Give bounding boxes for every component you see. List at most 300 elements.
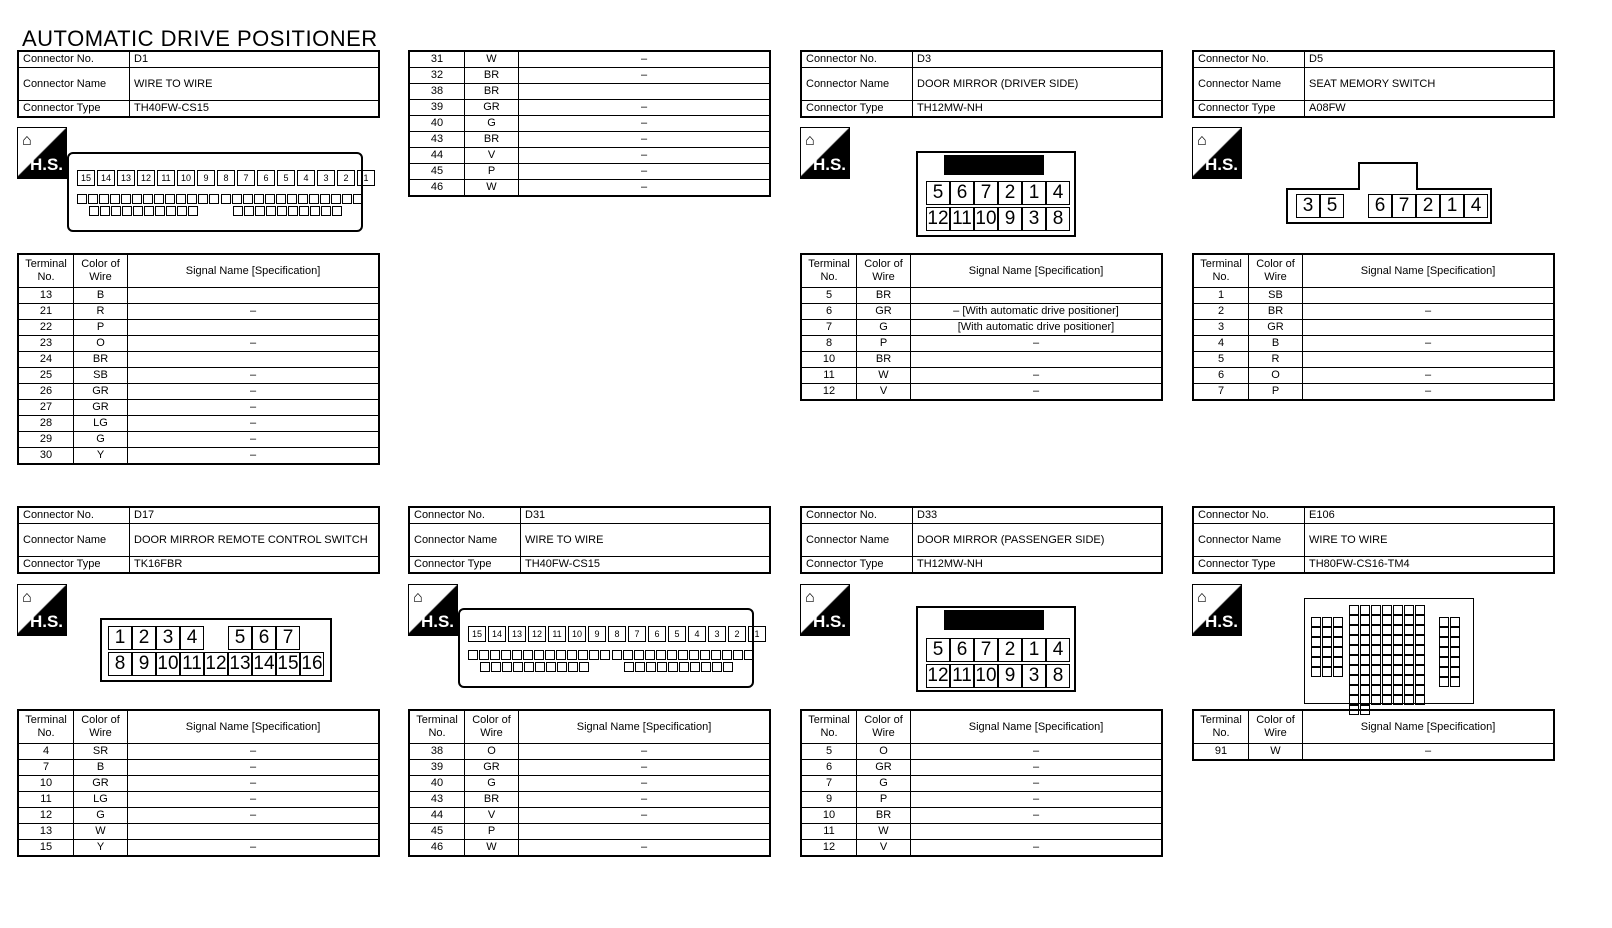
wire-color: O — [465, 744, 519, 760]
connector-cavity — [298, 194, 308, 204]
table-row — [409, 180, 770, 197]
terminal-no: 27 — [18, 400, 74, 416]
col-signal: Signal Name [Specification] — [128, 254, 380, 288]
connector-face-d5 — [1286, 188, 1492, 224]
signal-name: – — [519, 744, 771, 760]
connector-pin: 8 — [217, 170, 235, 186]
connector-pin: 6 — [252, 626, 276, 650]
connector-cavity — [1393, 635, 1403, 645]
signal-name: – — [128, 368, 380, 384]
connector-pin: 10 — [975, 208, 997, 229]
label-connector-type: Connector Type — [1193, 557, 1305, 574]
label-connector-no: Connector No. — [18, 507, 130, 524]
connector-cavity — [1415, 625, 1425, 635]
connector-cavity — [1415, 665, 1425, 675]
wire-color: BR — [1249, 304, 1303, 320]
label-connector-type: Connector Type — [1193, 101, 1305, 118]
terminal-no: 15 — [18, 840, 74, 857]
wire-color: G — [465, 116, 519, 132]
wire-color: P — [74, 320, 128, 336]
signal-name: – — [519, 760, 771, 776]
col-terminal: Terminal No. — [18, 254, 74, 288]
wire-color: GR — [857, 304, 911, 320]
signal-name: – — [519, 132, 771, 148]
wire-color: LG — [74, 792, 128, 808]
connector-cavity — [1450, 647, 1460, 657]
terminal-no: 12 — [18, 808, 74, 824]
table-row — [18, 792, 379, 808]
table-row — [18, 384, 379, 400]
signal-name — [128, 824, 380, 840]
table-row — [18, 808, 379, 824]
connector-name: SEAT MEMORY SWITCH — [1305, 68, 1555, 101]
connector-cavity — [1415, 645, 1425, 655]
connector-cavity — [523, 650, 533, 660]
connector-type: TK16FBR — [130, 557, 380, 574]
connector-cavity — [656, 650, 666, 660]
connector-cavity — [1333, 647, 1343, 657]
wire-color: BR — [857, 288, 911, 304]
connector-pin: 6 — [1368, 194, 1392, 218]
connector-pin: 1 — [748, 626, 766, 642]
wire-color: O — [74, 336, 128, 352]
connector-cavity — [232, 194, 242, 204]
signal-name: – — [128, 744, 380, 760]
connector-pin: 2 — [728, 626, 746, 642]
connector-pin: 12 — [137, 170, 155, 186]
connector-cavity — [154, 194, 164, 204]
table-row — [801, 776, 1162, 792]
connector-cavity — [1311, 617, 1321, 627]
connector-cavity — [1393, 695, 1403, 705]
terminal-no: 44 — [409, 148, 465, 164]
connector-pin: 3 — [1022, 207, 1046, 231]
connector-cavity — [88, 194, 98, 204]
connector-cavity — [723, 662, 733, 672]
connector-cavity — [700, 650, 710, 660]
wire-color: Y — [74, 448, 128, 465]
connector-d31 — [408, 506, 771, 574]
terminal-no: 11 — [801, 824, 857, 840]
connector-type: TH40FW-CS15 — [130, 101, 380, 118]
table-row — [409, 116, 770, 132]
connector-cavity — [1382, 665, 1392, 675]
terminal-table-d1-continued — [408, 50, 771, 197]
connector-cavity — [320, 194, 330, 204]
connector-cavity — [1404, 625, 1414, 635]
connector-pin: 13 — [117, 170, 135, 186]
wire-color: BR — [465, 68, 519, 84]
connector-cavity — [1393, 675, 1403, 685]
connector-cavity — [1371, 675, 1381, 685]
terminal-no: 25 — [18, 368, 74, 384]
connector-cavity — [468, 650, 478, 660]
label-connector-type: Connector Type — [18, 101, 130, 118]
table-row — [18, 448, 379, 465]
connector-pin: 4 — [297, 170, 315, 186]
connector-face-d17 — [100, 618, 332, 682]
terminal-no: 10 — [801, 808, 857, 824]
connector-cavity — [1371, 615, 1381, 625]
wire-color: GR — [465, 760, 519, 776]
connector-cavity — [1393, 655, 1403, 665]
table-row — [409, 148, 770, 164]
connector-cavity — [612, 650, 622, 660]
connector-pin: 9 — [132, 652, 156, 676]
connector-cavity — [1322, 627, 1332, 637]
connector-name: WIRE TO WIRE — [130, 68, 380, 101]
connector-cavity — [1360, 635, 1370, 645]
connector-cavity — [254, 194, 264, 204]
connector-cavity — [1371, 645, 1381, 655]
connector-cavity — [243, 194, 253, 204]
connector-pin: 7 — [974, 638, 998, 662]
terminal-no: 3 — [1193, 320, 1249, 336]
connector-cavity — [479, 650, 489, 660]
terminal-no: 1 — [1193, 288, 1249, 304]
table-row — [801, 304, 1162, 320]
connector-cavity — [353, 194, 363, 204]
table-row — [18, 760, 379, 776]
table-row — [18, 416, 379, 432]
wire-color: W — [74, 824, 128, 840]
connector-pin: 6 — [950, 181, 974, 205]
connector-cavity — [1404, 635, 1414, 645]
wire-color: P — [465, 824, 519, 840]
signal-name: – — [1303, 368, 1555, 384]
terminal-table-d5 — [1192, 253, 1555, 401]
connector-cavity — [1404, 615, 1414, 625]
connector-cavity — [480, 662, 490, 672]
connector-cavity — [1404, 605, 1414, 615]
connector-cavity — [1349, 685, 1359, 695]
connector-cavity — [1382, 695, 1392, 705]
table-row — [18, 824, 379, 840]
connector-d5 — [1192, 50, 1555, 118]
signal-name: – — [1303, 744, 1555, 761]
table-row — [409, 808, 770, 824]
col-terminal: Terminal No. — [18, 710, 74, 744]
connector-pin: 11 — [950, 207, 974, 231]
connector-cavity — [1349, 615, 1359, 625]
table-row — [409, 51, 770, 68]
signal-name: – — [911, 744, 1163, 760]
table-row — [801, 288, 1162, 304]
terminal-no: 10 — [18, 776, 74, 792]
connector-cavity — [144, 206, 154, 216]
connector-cavity — [1439, 667, 1449, 677]
connector-pin: 8 — [1046, 664, 1070, 688]
connector-cavity — [711, 650, 721, 660]
terminal-no: 23 — [18, 336, 74, 352]
label-connector-type: Connector Type — [801, 557, 913, 574]
connector-pin: 1 — [1022, 638, 1046, 662]
terminal-no: 13 — [18, 824, 74, 840]
terminal-no: 28 — [18, 416, 74, 432]
connector-pin: 2 — [998, 181, 1022, 205]
wire-color: BR — [74, 352, 128, 368]
col-signal: Signal Name [Specification] — [1303, 254, 1555, 288]
terminal-no: 7 — [18, 760, 74, 776]
connector-cavity — [143, 194, 153, 204]
terminal-no: 21 — [18, 304, 74, 320]
table-row — [409, 68, 770, 84]
connector-cavity — [1322, 617, 1332, 627]
connector-cavity — [309, 194, 319, 204]
connector-cavity — [331, 194, 341, 204]
connector-cavity — [534, 650, 544, 660]
signal-name — [911, 352, 1163, 368]
table-row — [18, 288, 379, 304]
connector-pin: 5 — [1320, 194, 1344, 218]
connector-pin: 15 — [77, 170, 95, 186]
connector-cavity — [1371, 605, 1381, 615]
connector-cavity — [733, 650, 743, 660]
wire-color: BR — [857, 352, 911, 368]
signal-name: – — [128, 432, 380, 448]
connector-cavity — [1393, 605, 1403, 615]
terminal-no: 6 — [1193, 368, 1249, 384]
connector-pin: 14 — [488, 626, 506, 642]
connector-pin: 3 — [1296, 194, 1320, 218]
col-signal: Signal Name [Specification] — [911, 710, 1163, 744]
connector-cavity — [645, 650, 655, 660]
connector-cavity — [1311, 657, 1321, 667]
connector-cavity — [1382, 635, 1392, 645]
connector-cavity — [545, 650, 555, 660]
wire-color: V — [857, 384, 911, 401]
connector-d17 — [17, 506, 380, 574]
connector-no: D33 — [913, 507, 1163, 524]
col-color: Color of Wire — [1249, 710, 1303, 744]
connector-pin: 14 — [253, 653, 275, 674]
wire-color: P — [465, 164, 519, 180]
table-row — [18, 432, 379, 448]
terminal-no: 22 — [18, 320, 74, 336]
signal-name: – — [911, 336, 1163, 352]
table-row — [18, 304, 379, 320]
connector-cavity — [332, 206, 342, 216]
table-row — [1193, 352, 1554, 368]
connector-pin: 8 — [1046, 207, 1070, 231]
connector-pin: 12 — [205, 653, 227, 674]
connector-cavity — [1382, 685, 1392, 695]
signal-name: – — [128, 448, 380, 465]
connector-cavity — [132, 194, 142, 204]
terminal-no: 39 — [409, 100, 465, 116]
wire-color: G — [857, 320, 911, 336]
connector-cavity — [624, 662, 634, 672]
connector-name: WIRE TO WIRE — [1305, 524, 1555, 557]
connector-cavity — [1450, 667, 1460, 677]
table-row — [801, 336, 1162, 352]
terminal-table-d3 — [800, 253, 1163, 401]
table-row — [801, 744, 1162, 760]
table-row — [801, 760, 1162, 776]
wire-color: R — [1249, 352, 1303, 368]
wire-color: W — [465, 180, 519, 197]
connector-cavity — [1415, 635, 1425, 645]
connector-cavity — [524, 662, 534, 672]
wire-color: Y — [74, 840, 128, 857]
connector-cavity — [646, 662, 656, 672]
terminal-no: 38 — [409, 84, 465, 100]
wire-color: G — [857, 776, 911, 792]
label-connector-name: Connector Name — [18, 68, 130, 101]
connector-pin: 5 — [926, 638, 950, 662]
connector-cavity — [491, 662, 501, 672]
connector-cavity — [722, 650, 732, 660]
terminal-no: 45 — [409, 824, 465, 840]
connector-cavity — [342, 194, 352, 204]
connector-pin: 3 — [317, 170, 335, 186]
connector-name: DOOR MIRROR (DRIVER SIDE) — [913, 68, 1163, 101]
connector-cavity — [321, 206, 331, 216]
connector-cavity — [1322, 647, 1332, 657]
connector-cavity — [1371, 665, 1381, 675]
signal-name: – — [1303, 336, 1555, 352]
connector-pin: 5 — [277, 170, 295, 186]
wire-color: P — [857, 792, 911, 808]
connector-cavity — [1333, 617, 1343, 627]
connector-cavity — [1333, 627, 1343, 637]
connector-cavity — [512, 650, 522, 660]
connector-cavity — [667, 650, 677, 660]
connector-cavity — [578, 650, 588, 660]
connector-pin: 8 — [608, 626, 626, 642]
wire-color: BR — [465, 792, 519, 808]
connector-icon: ⌂ — [1197, 589, 1207, 606]
table-row — [1193, 336, 1554, 352]
connector-type: TH12MW-NH — [913, 101, 1163, 118]
table-row — [409, 100, 770, 116]
connector-name: DOOR MIRROR REMOTE CONTROL SWITCH — [130, 524, 380, 557]
connector-pin: 4 — [180, 626, 204, 650]
connector-e106 — [1192, 506, 1555, 574]
connector-cavity — [1349, 645, 1359, 655]
signal-name: – — [911, 808, 1163, 824]
wire-color: GR — [465, 100, 519, 116]
connector-no: D31 — [521, 507, 771, 524]
connector-cavity — [557, 662, 567, 672]
terminal-no: 9 — [801, 792, 857, 808]
connector-cavity — [1439, 627, 1449, 637]
connector-pin: 9 — [588, 626, 606, 642]
signal-name: – — [911, 368, 1163, 384]
connector-icon: ⌂ — [22, 589, 32, 606]
connector-pin: 10 — [568, 626, 586, 642]
connector-cavity — [1311, 637, 1321, 647]
signal-name: – — [128, 336, 380, 352]
table-row — [18, 400, 379, 416]
terminal-no: 7 — [1193, 384, 1249, 401]
connector-cavity — [1349, 625, 1359, 635]
connector-d3 — [800, 50, 1163, 118]
table-row — [409, 776, 770, 792]
hs-label: H.S. — [29, 155, 63, 174]
signal-name — [1303, 288, 1555, 304]
wire-color: G — [74, 432, 128, 448]
hs-label: H.S. — [812, 155, 846, 174]
connector-cavity — [1360, 625, 1370, 635]
col-color: Color of Wire — [465, 710, 519, 744]
terminal-no: 12 — [801, 384, 857, 401]
signal-name: – — [519, 116, 771, 132]
connector-cavity — [1404, 645, 1414, 655]
terminal-no: 12 — [801, 840, 857, 857]
signal-name: – — [911, 792, 1163, 808]
connector-cavity — [600, 650, 610, 660]
connector-cavity — [1333, 657, 1343, 667]
col-terminal: Terminal No. — [1193, 710, 1249, 744]
wire-color: B — [1249, 336, 1303, 352]
terminal-no: 11 — [18, 792, 74, 808]
connector-pin: 4 — [688, 626, 706, 642]
connector-cavity — [634, 650, 644, 660]
table-row — [801, 352, 1162, 368]
table-row — [801, 824, 1162, 840]
connector-cavity — [1415, 605, 1425, 615]
connector-cavity — [177, 206, 187, 216]
connector-cavity — [712, 662, 722, 672]
terminal-no: 6 — [801, 304, 857, 320]
table-row — [801, 368, 1162, 384]
terminal-no: 4 — [1193, 336, 1249, 352]
table-row — [801, 384, 1162, 401]
connector-cavity — [1322, 667, 1332, 677]
terminal-no: 46 — [409, 180, 465, 197]
connector-cavity — [1382, 655, 1392, 665]
connector-cavity — [122, 206, 132, 216]
terminal-no: 7 — [801, 320, 857, 336]
label-connector-no: Connector No. — [1193, 51, 1305, 68]
connector-cavity — [556, 650, 566, 660]
connector-cavity — [501, 650, 511, 660]
connector-pin: 2 — [132, 626, 156, 650]
connector-cavity — [1450, 617, 1460, 627]
signal-name — [911, 288, 1163, 304]
connector-cavity — [121, 194, 131, 204]
connector-cavity — [1415, 685, 1425, 695]
col-color: Color of Wire — [74, 254, 128, 288]
connector-cavity — [288, 206, 298, 216]
connector-d33 — [800, 506, 1163, 574]
hs-icon — [800, 584, 850, 636]
signal-name: – — [519, 100, 771, 116]
connector-cavity — [1311, 667, 1321, 677]
col-terminal: Terminal No. — [801, 710, 857, 744]
connector-cavity — [1311, 627, 1321, 637]
connector-pin: 4 — [1464, 194, 1488, 218]
col-signal: Signal Name [Specification] — [519, 710, 771, 744]
label-connector-no: Connector No. — [1193, 507, 1305, 524]
wire-color: SB — [74, 368, 128, 384]
connector-cavity — [635, 662, 645, 672]
connector-pin: 1 — [108, 626, 132, 650]
connector-no: D5 — [1305, 51, 1555, 68]
wire-color: G — [465, 776, 519, 792]
connector-pin: 7 — [974, 181, 998, 205]
connector-pin: 10 — [975, 665, 997, 686]
terminal-no: 31 — [409, 51, 465, 68]
signal-name: – — [1303, 384, 1555, 401]
connector-cavity — [1404, 655, 1414, 665]
connector-cavity — [1349, 665, 1359, 675]
connector-cavity — [166, 206, 176, 216]
label-connector-name: Connector Name — [1193, 68, 1305, 101]
connector-cavity — [701, 662, 711, 672]
connector-cavity — [1360, 645, 1370, 655]
